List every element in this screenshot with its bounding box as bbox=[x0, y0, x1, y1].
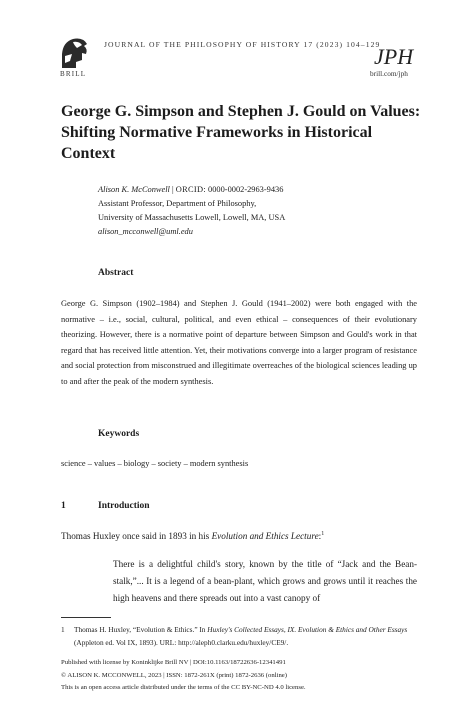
license-line-2: © ALISON K. MCCONWELL, 2023 | ISSN: 1872-261X (print) 1872-2636 (online) bbox=[61, 671, 287, 679]
journal-logo: JPH bbox=[374, 44, 414, 69]
orcid-link[interactable]: 0000-0002-2963-9436 bbox=[208, 185, 284, 194]
journal-header: JOURNAL OF THE PHILOSOPHY OF HISTORY 17 (2023) 104–129 bbox=[104, 40, 381, 49]
footnote: 1 Thomas H. Huxley, “Evolution & Ethics.” In Huxley's Collected Essays, IX. Evolution & Ethics and Other Essays (Appleton ed. Vol IX, 1893). URL: http://aleph0.clarku.edu/huxley/CE9/. bbox=[61, 625, 408, 647]
license-line-3: This is an open access article distributed under the terms of the CC BY-NC-ND 4.0 license. bbox=[61, 684, 306, 691]
article-title: George G. Simpson and Stephen J. Gould on Values: Shifting Normative Frameworks in Historical Context bbox=[61, 103, 421, 162]
section-number: 1 bbox=[61, 501, 66, 511]
orcid-label: ORCID: bbox=[175, 185, 206, 194]
author-name: Alison K. McConwell bbox=[98, 185, 170, 194]
brill-logo-icon bbox=[58, 34, 92, 70]
abstract-heading: Abstract bbox=[98, 268, 134, 278]
affiliation-line-2: University of Massachusetts Lowell, Lowell, MA, USA bbox=[98, 213, 286, 222]
block-quote: There is a delightful child's story, known by the title of “Jack and the Bean-stalk,”... It is a legend of a bean-plant, which grows and grows until it reaches the high heavens and there spreads out into a vast canopy of bbox=[113, 559, 417, 603]
keywords-text: science – values – biology – society – modern synthesis bbox=[61, 459, 249, 468]
intro-lead: Thomas Huxley once said in 1893 in his Evolution and Ethics Lecture:$^1$ bbox=[61, 531, 325, 542]
license-block bbox=[61, 657, 306, 695]
lecture-title: Evolution and Ethics Lecture bbox=[211, 531, 319, 542]
author-block bbox=[98, 183, 285, 239]
footnote-source-title: Huxley's Collected Essays, IX. Evolution & Ethics and Other Essays bbox=[207, 625, 408, 634]
footnote-number: 1 bbox=[61, 625, 65, 634]
author-email-link[interactable]: alison_mcconwell@uml.edu bbox=[98, 227, 193, 236]
publisher-name: BRILL bbox=[60, 70, 87, 78]
abstract-text: George G. Simpson (1902–1984) and Stephen J. Gould (1941–2002) were both engaged with the normative – i.e., social, cultural, political, and even ethical – consequences of their evolutionary theorizing. However, there is a normative point of departure between Simpson and Gould's work in that regard that has received little attention. Yet, their motivations converge into a larger program of resistance and social protection from misconstrued and illegitimate overreaches of the biological sciences leading up to and after the peak of the modern synthesis. bbox=[61, 299, 417, 386]
footnote-ref[interactable]: 1 bbox=[321, 531, 325, 537]
license-line-1: Published with license by Koninklijke Brill NV | DOI:10.1163/18722636-12341491 bbox=[61, 659, 286, 666]
section-heading: Introduction bbox=[98, 501, 150, 511]
journal-url-link[interactable]: brill.com/jph bbox=[370, 69, 408, 78]
author-line: Alison K. McConwell | ORCID: 0000-0002-2963-9436 bbox=[98, 185, 284, 194]
affiliation-line-1: Assistant Professor, Department of Philosophy, bbox=[98, 199, 257, 208]
footnote-divider bbox=[61, 617, 111, 618]
footnote-url-text: (Appleton ed. Vol IX, 1893). URL: http://aleph0.clarku.edu/huxley/CE9/. bbox=[74, 637, 289, 647]
keywords-heading: Keywords bbox=[98, 429, 140, 439]
